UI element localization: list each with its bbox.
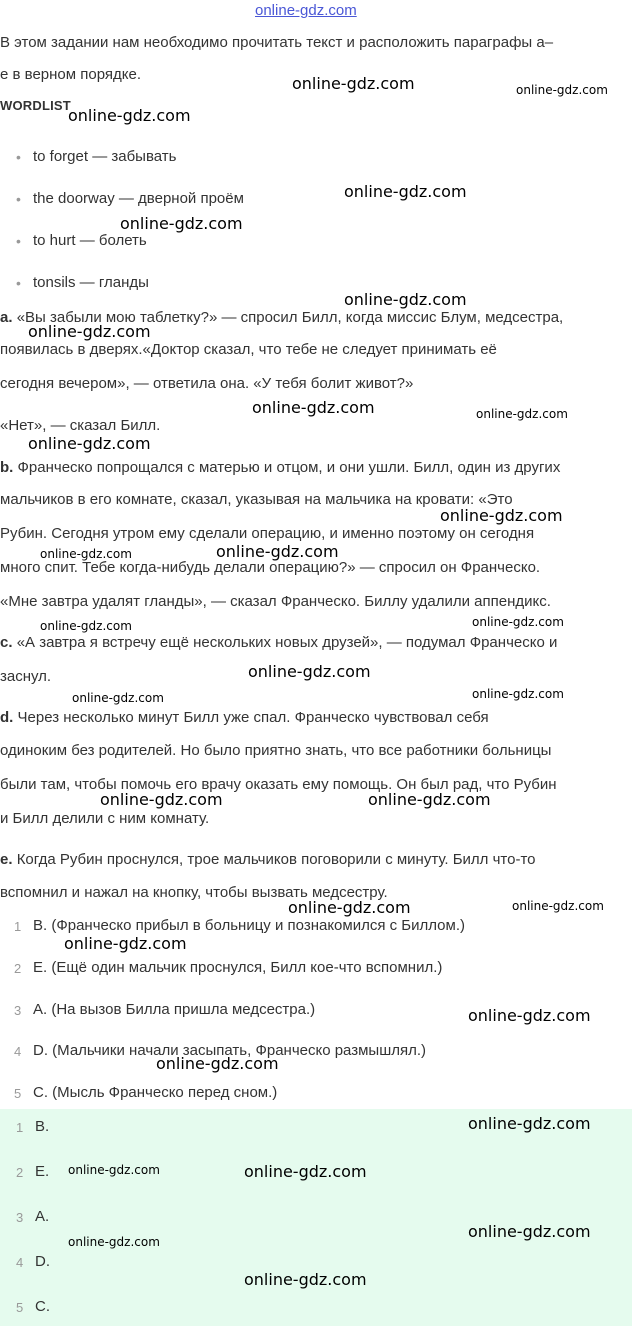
paragraph-line: «Нет», — сказал Билл. [0,417,161,434]
watermark: online-gdz.com [472,687,564,701]
paragraph-letter: d. [0,709,14,726]
watermark: online-gdz.com [292,74,415,93]
watermark: online-gdz.com [344,182,467,201]
watermark: online-gdz.com [468,1114,591,1133]
paragraph-line: появилась в дверях.«Доктор сказал, что тебе не следует принимать её [0,341,497,358]
item-number: 1 [16,1120,24,1135]
paragraph-letter: e. [0,851,13,868]
item-number: 1 [14,919,22,934]
paragraph-d [0,708,632,728]
paragraph-text: Когда Рубин проснулся, трое мальчиков поговорили с минуту. Билл что-то [16,851,536,868]
item-text: C. (Мысль Франческо перед сном.) [33,1084,278,1101]
item-number: 2 [14,961,22,976]
bullet-icon: • [16,233,21,249]
item-text: D. (Мальчики начали засыпать, Франческо размышлял.) [33,1042,427,1059]
watermark: online-gdz.com [120,214,243,233]
watermark: online-gdz.com [216,542,339,561]
item-number: 5 [16,1300,24,1315]
watermark: online-gdz.com [440,506,563,525]
item-text: C. [35,1298,50,1315]
item-number: 4 [16,1255,24,1270]
paragraph-line: сегодня вечером», — ответила она. «У тебя болит живот?» [0,375,414,392]
paragraph-letter: a. [0,309,13,326]
item-number: 5 [14,1086,22,1101]
watermark: online-gdz.com [248,662,371,681]
paragraph-line: «Мне завтра удалят гланды», — сказал Франческо. Биллу удалили аппендикс. [0,593,551,610]
wordlist-item: to forget — забывать [33,148,177,165]
item-text: D. [35,1253,50,1270]
paragraph-line: заснул. [0,668,52,685]
watermark: online-gdz.com [100,790,223,809]
answer-block [0,1109,632,1326]
item-number: 3 [14,1003,22,1018]
watermark: online-gdz.com [468,1006,591,1025]
watermark: online-gdz.com [288,898,411,917]
watermark: online-gdz.com [28,434,151,453]
watermark: online-gdz.com [40,547,132,561]
site-link[interactable]: online-gdz.com [255,2,357,19]
watermark: online-gdz.com [64,934,187,953]
bullet-icon: • [16,149,21,165]
item-number: 3 [16,1210,24,1225]
watermark: online-gdz.com [516,83,608,97]
paragraph-e [0,850,632,870]
wordlist-item: the doorway — дверной проём [33,190,244,207]
watermark: online-gdz.com [156,1054,279,1073]
paragraph-c [0,633,632,653]
item-text: E. [35,1163,50,1180]
bullet-icon: • [16,191,21,207]
paragraph-letter: c. [0,634,13,651]
watermark: online-gdz.com [368,790,491,809]
watermark: online-gdz.com [512,899,604,913]
item-number: 2 [16,1165,24,1180]
wordlist-title: WORDLIST [0,98,71,113]
item-text: A. (На вызов Билла пришла медсестра.) [33,1001,316,1018]
intro-line-2: e в верном порядке. [0,66,141,83]
watermark: online-gdz.com [68,1235,160,1249]
paragraph-text: Через несколько минут Билл уже спал. Франческо чувствовал себя [17,709,489,726]
paragraph-b [0,458,632,478]
paragraph-line: мальчиков в его комнате, сказал, указывая на мальчика на кровати: «Это [0,491,513,508]
paragraph-line: Рубин. Сегодня утром ему сделали операцию, и именно поэтому он сегодня [0,525,535,542]
item-text: A. [35,1208,50,1225]
intro-line-1: В этом задании нам необходимо прочитать текст и расположить параграфы a– [0,34,554,51]
watermark: online-gdz.com [244,1270,367,1289]
paragraph-line: вспомнил и нажал на кнопку, чтобы вызвать медсестру. [0,884,388,901]
item-number: 4 [14,1044,22,1059]
paragraph-line: много спит. Тебе когда-нибудь делали операцию?» — спросил он Франческо. [0,559,541,576]
paragraph-letter: b. [0,459,14,476]
watermark: online-gdz.com [476,407,568,421]
watermark: online-gdz.com [28,322,151,341]
bullet-icon: • [16,275,21,291]
watermark: online-gdz.com [344,290,467,309]
wordlist-item: to hurt — болеть [33,232,147,249]
watermark: online-gdz.com [252,398,375,417]
paragraph-text: Франческо попрощался с матерью и отцом, и они ушли. Билл, один из других [17,459,561,476]
paragraph-line: одиноким без родителей. Но было приятно знать, что все работники больницы [0,742,552,759]
watermark: online-gdz.com [72,691,164,705]
watermark: online-gdz.com [472,615,564,629]
item-text: E. (Ещё один мальчик проснулся, Билл кое-что вспомнил.) [33,959,443,976]
item-text: B. (Франческо прибыл в больницу и познакомился с Биллом.) [33,917,466,934]
watermark: online-gdz.com [244,1162,367,1181]
item-text: B. [35,1118,50,1135]
paragraph-text: «Вы забыли мою таблетку?» — спросил Билл, когда миссис Блум, медсестра, [16,309,564,326]
paragraph-line: были там, чтобы помочь его врачу оказать ему помощь. Он был рад, что Рубин [0,776,557,793]
watermark: online-gdz.com [40,619,132,633]
paragraph-text: «А завтра я встречу ещё нескольких новых друзей», — подумал Франческо и [16,634,558,651]
paragraph-line: и Билл делили с ним комнату. [0,810,210,827]
watermark: online-gdz.com [468,1222,591,1241]
watermark: online-gdz.com [68,106,191,125]
wordlist-item: tonsils — гланды [33,274,149,291]
watermark: online-gdz.com [68,1163,160,1177]
